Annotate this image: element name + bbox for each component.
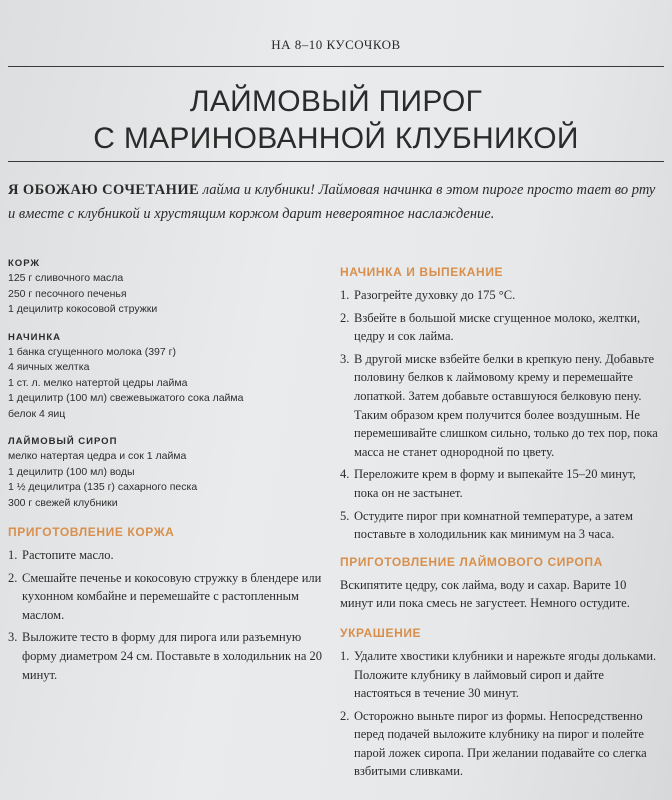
crust-section xyxy=(8,524,326,684)
title-line-1: ЛАЙМОВЫЙ ПИРОГ xyxy=(189,85,483,118)
ingredient-group-crust xyxy=(8,257,326,318)
step-text: Взбейте в большой миске сгущенное молоко, желтки, цедру и сок лайма. xyxy=(354,310,641,344)
step-item xyxy=(340,286,658,305)
step-number: 3. xyxy=(340,351,350,366)
step-text: Смешайте печенье и кокосовую стружку в блендере или кухонном комбайне и перемешайте с растопленным маслом. xyxy=(22,570,322,622)
ingredient-item: 250 г песочного печенья xyxy=(8,287,127,300)
step-item xyxy=(8,569,326,625)
section-heading: НАЧИНКА И ВЫПЕКАНИЕ xyxy=(340,265,504,279)
step-number: 5. xyxy=(340,508,350,523)
title-line-2: С МАРИНОВАННОЙ КЛУБНИКОЙ xyxy=(93,122,579,155)
step-number: 2. xyxy=(340,310,350,325)
section-heading: ПРИГОТОВЛЕНИЕ ЛАЙМОВОГО СИРОПА xyxy=(340,554,603,569)
step-number: 2. xyxy=(8,570,18,585)
ingredient-group-heading: НАЧИНКА xyxy=(8,331,62,343)
ingredient-item: 4 яичных желтка xyxy=(8,361,90,373)
section-heading: ПРИГОТОВЛЕНИЕ КОРЖА xyxy=(8,525,175,539)
syrup-section xyxy=(340,554,658,613)
step-number: 3. xyxy=(8,630,18,645)
decor-section xyxy=(340,625,658,781)
step-item xyxy=(340,707,658,781)
ingredient-item: 1 ½ децилитра (135 г) сахарного песка xyxy=(8,481,198,493)
step-item xyxy=(8,628,326,684)
step-item xyxy=(340,465,658,502)
servings-line: НА 8–10 КУСОЧКОВ xyxy=(271,37,401,52)
filling-section xyxy=(340,264,658,544)
step-number: 1. xyxy=(340,648,350,663)
step-text: Разогрейте духовку до 175 °C. xyxy=(354,288,516,302)
ingredient-item: 1 банка сгущенного молока (397 г) xyxy=(8,345,176,358)
ingredient-item: 300 г свежей клубники xyxy=(8,496,118,509)
ingredient-item: белок 4 яиц xyxy=(8,407,66,420)
ingredient-group-heading: КОРЖ xyxy=(8,258,40,269)
step-text: Растопите масло. xyxy=(22,548,114,562)
recipe-title xyxy=(0,83,672,157)
top-divider xyxy=(8,66,664,67)
ingredient-item: 125 г сливочного масла xyxy=(8,272,124,284)
ingredient-group-heading: ЛАЙМОВЫЙ СИРОП xyxy=(8,436,118,447)
step-number: 1. xyxy=(8,548,18,562)
step-item xyxy=(340,507,658,544)
ingredient-item: 1 децилитр кокосовой стружки xyxy=(8,303,158,315)
left-column xyxy=(8,257,326,694)
step-number: 2. xyxy=(340,708,350,723)
intro-lead: Я ОБОЖАЮ СОЧЕТАНИЕ xyxy=(8,182,200,198)
step-text: Остудите пирог при комнатной температуре, а затем поставьте в холодильник как минимум на 3 часа. xyxy=(354,508,633,542)
step-text: Переложите крем в форму и выпекайте 15–20 минут, пока он не застынет. xyxy=(354,467,636,500)
intro-text: лайма и клубники! Лаймовая начинка в этом пироге просто тает во рту и вместе с клубникой и хрустящим коржом дарит невероятное наслаждение. xyxy=(8,182,656,222)
step-text: В другой миске взбейте белки в крепкую пену. Добавьте половину белков к лаймовому крему и перемешайте лопаткой. Затем добавьте оставшуюся белковую пену. Таким образом крем получится более воздушным. Не перемешивайте слишком сильно, только до тех пор, пока масса не станет однородной по цвету. xyxy=(354,351,658,459)
step-item xyxy=(340,309,658,346)
step-number: 1. xyxy=(340,288,350,302)
step-text: Выложите тесто в форму для пирога или разъемную форму диаметром 24 см. Поставьте в холодильник на 20 минут. xyxy=(22,630,322,682)
ingredient-item: мелко натертая цедра и сок 1 лайма xyxy=(8,450,187,462)
ingredient-item: 1 децилитр (100 мл) свежевыжатого сока лайма xyxy=(8,392,244,404)
step-item xyxy=(340,647,658,703)
ingredient-item: 1 децилитр (100 мл) воды xyxy=(8,465,135,478)
step-item xyxy=(340,350,658,462)
intro-paragraph xyxy=(8,178,658,226)
syrup-text: Вскипятите цедру, сок лайма, воду и сахар. Варите 10 минут или пока смесь не загустеет. Немного остудите. xyxy=(340,577,630,611)
step-text: Осторожно выньте пирог из формы. Непосредственно перед подачей выложите клубнику на пирог и полейте парой ложек сиропа. При желании подавайте со слегка взбитыми сливками. xyxy=(354,708,647,779)
section-heading: УКРАШЕНИЕ xyxy=(340,625,422,640)
title-divider xyxy=(8,161,664,162)
ingredient-item: 1 ст. л. мелко натертой цедры лайма xyxy=(8,376,188,389)
ingredient-group-filling xyxy=(8,331,326,423)
ingredient-group-syrup xyxy=(8,435,326,511)
right-column xyxy=(340,264,658,791)
step-text: Удалите хвостики клубники и нарежьте ягоды дольками. Положите клубнику в лаймовый сироп и дайте настояться в течение 30 минут. xyxy=(354,648,657,701)
step-number: 4. xyxy=(340,467,350,482)
step-item xyxy=(8,546,326,565)
